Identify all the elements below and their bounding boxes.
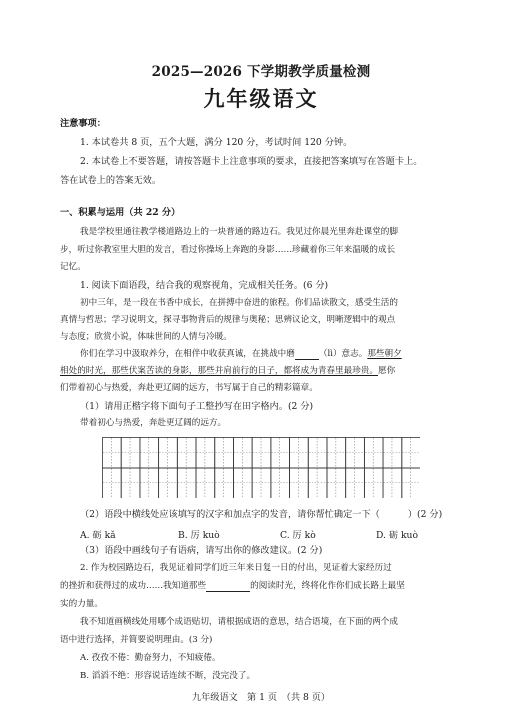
q2-line-2-pre: 的挫折和获得过的成功……我知道那些: [60, 581, 207, 591]
grid-cell[interactable]: [103, 438, 122, 469]
q2-line-5: 语中进行选择，并简要说明理由。(3 分): [60, 635, 213, 645]
underlined-sentence-part-1: 那些朝夕: [367, 349, 402, 359]
notice-item-2-line-1: 2. 本试卷上不要答题，请按答题卡上注意事项的要求，直接把答案填写在答题卡上。: [80, 156, 423, 167]
underlined-sentence-part-2: 相处的时光，那些伏案苦读的身影，那些并肩前行的日子，都将成为青春里最珍贵。: [60, 366, 378, 376]
q2-line-1: 2. 作为校园路边石，我见证着同学们近三年来日复一日的付出，见证着大家经历过: [80, 563, 392, 573]
grid-cell[interactable]: [177, 438, 196, 469]
grid-cell[interactable]: [196, 438, 215, 469]
grid-cell[interactable]: [308, 438, 327, 469]
notice-item-2-line-2: 答在试卷上的答案无效。: [60, 175, 162, 186]
notice-heading: 注意事项：: [60, 118, 106, 129]
option-d: D. 砺 kuò: [376, 530, 419, 541]
q2-option-b: B. 滔滔不绝：形容说话连续不断，没完没了。: [80, 671, 256, 681]
sub-question-2-score: ）(2 分): [407, 509, 443, 520]
intro-line-3: 记忆。: [60, 262, 86, 272]
notice-item-1: 1. 本试卷共 8 页，五个大题，满分 120 分，考试时间 120 分钟。: [80, 137, 353, 148]
sub-question-2: [80, 509, 442, 520]
q1-para1-line-3: 与态度；欣赏小说，体味世间的人情与冷暖。: [60, 332, 232, 342]
q2-line-3: 实的力量。: [60, 599, 103, 609]
tianzige-grid[interactable]: [102, 437, 420, 498]
grid-cell[interactable]: [327, 438, 346, 469]
pinyin-hint: （lì）意志。: [318, 349, 368, 359]
option-a: A. 砺 kǎ: [80, 530, 116, 541]
section-heading: 一、积累与运用（共 22 分）: [60, 207, 181, 218]
q1-para1-line-1: 初中三年，是一段在书香中成长，在拼搏中奋进的旅程。你们品读散文，感受生活的: [80, 298, 398, 308]
grid-cell[interactable]: [140, 438, 159, 469]
grid-cell[interactable]: [121, 438, 140, 469]
para2-text: 你们在学习中汲取养分，在相伴中收获真诚，在挑战中磨: [80, 349, 295, 359]
q2-line-2: [60, 581, 405, 592]
q1-para2-line-1: [80, 349, 402, 360]
page-footer: 九年级语文 第 1 页 （共 8 页）: [191, 692, 331, 703]
grid-cell[interactable]: [233, 438, 252, 469]
sub-question-3: （3）语段中画线句子有语病，请写出你的修改建议。(2 分): [80, 545, 323, 556]
exam-title: 2025—2026 下学期教学质量检测: [151, 64, 371, 80]
grid-cell[interactable]: [346, 438, 365, 469]
copy-sentence: 带着初心与热爱，奔赴更辽阔的远方。: [80, 418, 227, 428]
q1-stem: 1. 阅读下面语段，结合我的观察视角，完成相关任务。(6 分): [80, 280, 329, 291]
idiom-blank: [206, 581, 250, 592]
grid-cell[interactable]: [364, 438, 383, 469]
grid-cell[interactable]: [252, 438, 271, 469]
q1-para1-line-2: 真情与哲思；学习说明文，探寻事物背后的规律与奥秘；思辨议论文，明晰逻辑中的观点: [60, 315, 396, 325]
grid-cell[interactable]: [383, 438, 402, 469]
grid-cell[interactable]: [290, 438, 309, 469]
sub-question-2-text: （2）语段中横线处应该填写的汉字和加点字的发音，请你帮忙确定一下（: [80, 509, 380, 520]
grid-cell[interactable]: [159, 438, 178, 469]
q2-option-a: A. 孜孜不倦：勤奋努力，不知疲倦。: [80, 653, 221, 663]
q1-para2-line-3: 们带着初心与热爱，奔赴更辽阔的远方，书写属于自己的精彩篇章。: [60, 383, 318, 393]
option-c: C. 厉 kò: [280, 530, 316, 541]
q1-para2-line-2: [60, 366, 395, 376]
para2-tail: 愿你: [377, 366, 396, 376]
grid-cell[interactable]: [215, 438, 234, 469]
intro-line-1: 我是学校里通往教学楼道路边上的一块普通的路边石。我见过你晨光里奔赴课堂的脚: [80, 227, 398, 237]
option-b: B. 厉 kuò: [178, 530, 220, 541]
sub-question-1: （1）请用正楷字将下面句子工整抄写在田字格内。(2 分): [80, 401, 314, 412]
fill-blank: [295, 349, 319, 360]
q2-line-4: 我不知道画横线处用哪个成语贴切，请根据成语的意思，结合语境，在下面的两个成: [80, 617, 398, 627]
q2-line-2-post: 的阅读时光，终将化作你们成长路上最坚: [250, 581, 405, 591]
intro-line-2: 步，听过你教室里大胆的发言，看过你操场上奔跑的身影……珍藏着你三年来温暖的成长: [60, 245, 396, 255]
grid-cell[interactable]: [271, 438, 290, 469]
subject-title: 九年级语文: [203, 86, 319, 111]
